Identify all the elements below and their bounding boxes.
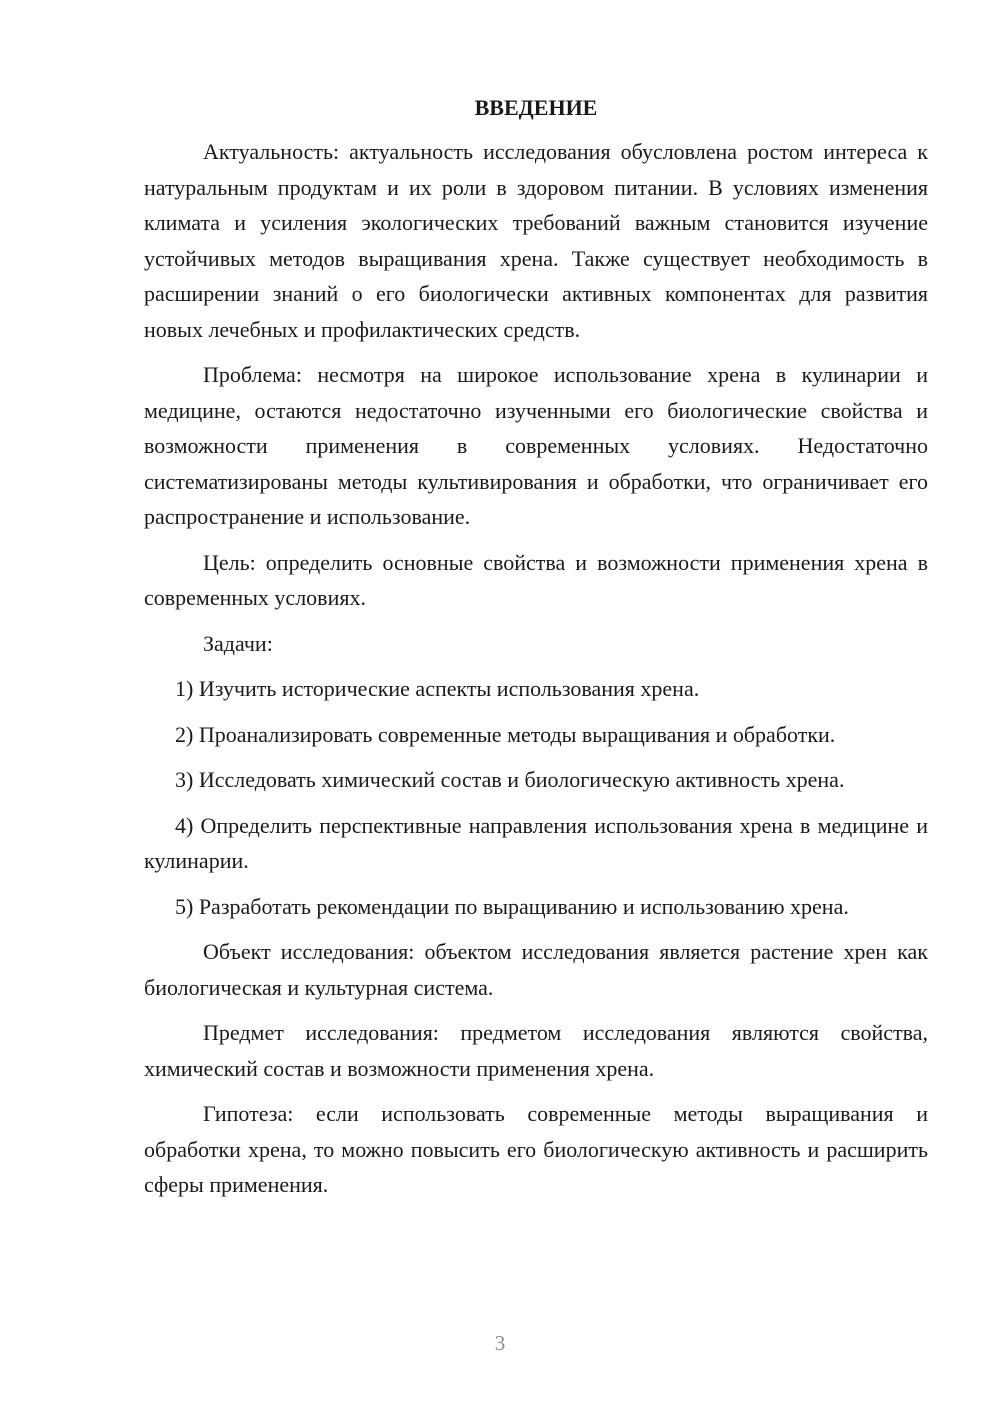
relevance-paragraph: Актуальность: актуальность исследования обусловлена ростом интереса к натуральным продуктам и их роли в здоровом питании. В условиях изменения климата и усиления экологических требований важным становится изучение устойчивых методов выращивания хрена. Также существует необходимость в расширении знаний о его биологически активных компонентах для развития новых лечебных и профилактических средств.	[144, 139, 928, 342]
page-title: ВВЕДЕНИЕ	[474, 95, 598, 120]
task-item-5: 5) Разработать рекомендации по выращиванию и использованию хрена.	[175, 893, 849, 919]
document-body	[144, 92, 928, 1213]
object-paragraph: Объект исследования: объектом исследования является растение хрен как биологическая и культурная система.	[144, 939, 928, 1000]
hypothesis-paragraph: Гипотеза: если использовать современные методы выращивания и обработки хрена, то можно повысить его биологическую активность и расширить сферы применения.	[144, 1101, 928, 1197]
tasks-heading: Задачи:	[203, 630, 273, 656]
subject-paragraph: Предмет исследования: предметом исследования являются свойства, химический состав и возможности применения хрена.	[144, 1020, 928, 1081]
task-item-1: 1) Изучить исторические аспекты использования хрена.	[175, 676, 700, 701]
page-number: 3	[494, 1331, 506, 1355]
task-item-3: 3) Исследовать химический состав и биологическую активность хрена.	[175, 767, 845, 792]
task-item-2: 2) Проанализировать современные методы выращивания и обработки.	[175, 721, 836, 747]
problem-paragraph: Проблема: несмотря на широкое использование хрена в кулинарии и медицине, остаются недостаточно изученными его биологические свойства и возможности применения в современных условиях. Недостаточно систематизированы методы культивирования и обработки, что ограничивает его распространение и использование.	[144, 362, 928, 529]
task-item-4: 4) Определить перспективные направления использования хрена в медицине и кулинарии.	[144, 812, 928, 873]
goal-paragraph: Цель: определить основные свойства и возможности применения хрена в современных условиях.	[144, 549, 928, 610]
